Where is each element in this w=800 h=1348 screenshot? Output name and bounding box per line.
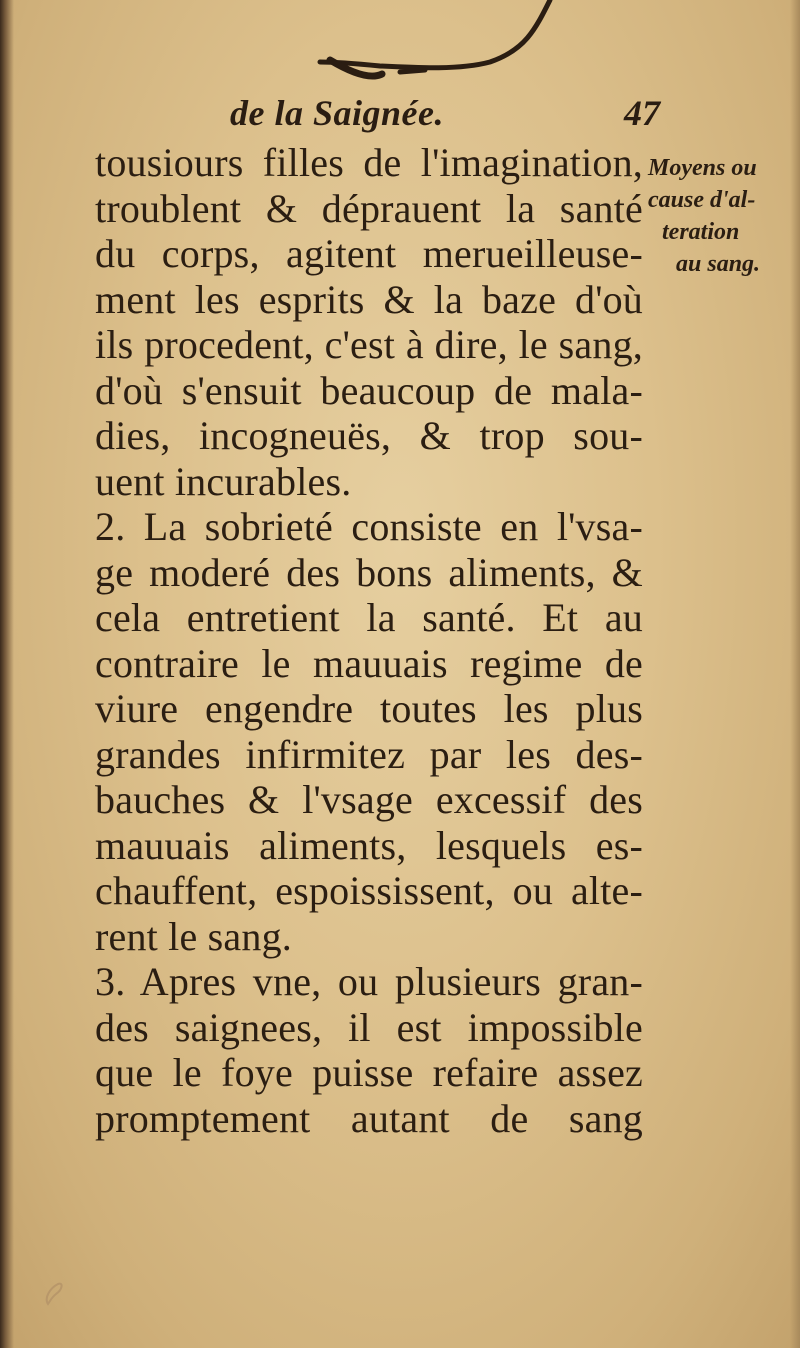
- text-line: bauches & l'vsage excessif des: [95, 777, 643, 822]
- text-line-last: rent le sang.: [95, 913, 292, 959]
- text-line: ge moderé des bons aliments, &: [95, 549, 643, 595]
- text-line: grandes infirmitez par les des-: [95, 731, 643, 777]
- ink-flourish-mark: [300, 0, 580, 90]
- text-line: ment les esprits & la baze d'où: [95, 276, 643, 322]
- page-gutter-shadow: [0, 0, 14, 1348]
- ink-stain-mark: [40, 1278, 70, 1308]
- running-title: de la Saignée.: [230, 93, 444, 133]
- text-line: cela entretient la santé. Et au: [95, 595, 643, 640]
- text-line: d'où s'ensuit beaucoup de mala-: [95, 367, 643, 413]
- margin-note-line: teration: [662, 219, 740, 245]
- margin-note-line: cause d'al-: [648, 187, 756, 213]
- text-line-last: uent incurables.: [95, 458, 352, 504]
- margin-note-line: au sang.: [676, 251, 761, 277]
- text-line: dies, incogneuës, & trop sou-: [95, 413, 643, 458]
- text-line: 2. La sobrieté consiste en l'vsa-: [95, 504, 643, 549]
- text-line: promptement autant de sang: [95, 1095, 643, 1141]
- text-line: des saignees, il est impossible: [95, 1004, 643, 1050]
- text-line: ils procedent, c'est à dire, le sang,: [95, 322, 643, 367]
- body-text: [95, 140, 643, 1141]
- page-header: [230, 92, 660, 138]
- text-line: tousiours filles de l'imagination,: [95, 140, 643, 185]
- page-number: 47: [624, 93, 660, 133]
- text-line: chauffent, espoississent, ou alte-: [95, 868, 643, 913]
- text-line: 3. Apres vne, ou plusieurs gran-: [95, 959, 643, 1004]
- margin-note-line: Moyens ou: [648, 155, 757, 181]
- text-line: troublent & déprauent la santé: [95, 185, 643, 231]
- text-line: que le foye puisse refaire assez: [95, 1050, 643, 1095]
- margin-note: [648, 152, 798, 280]
- text-line: viure engendre toutes les plus: [95, 686, 643, 731]
- text-line: contraire le mauuais regime de: [95, 640, 643, 686]
- text-line: du corps, agitent merueilleuse-: [95, 231, 643, 276]
- text-line: mauuais aliments, lesquels es-: [95, 822, 643, 868]
